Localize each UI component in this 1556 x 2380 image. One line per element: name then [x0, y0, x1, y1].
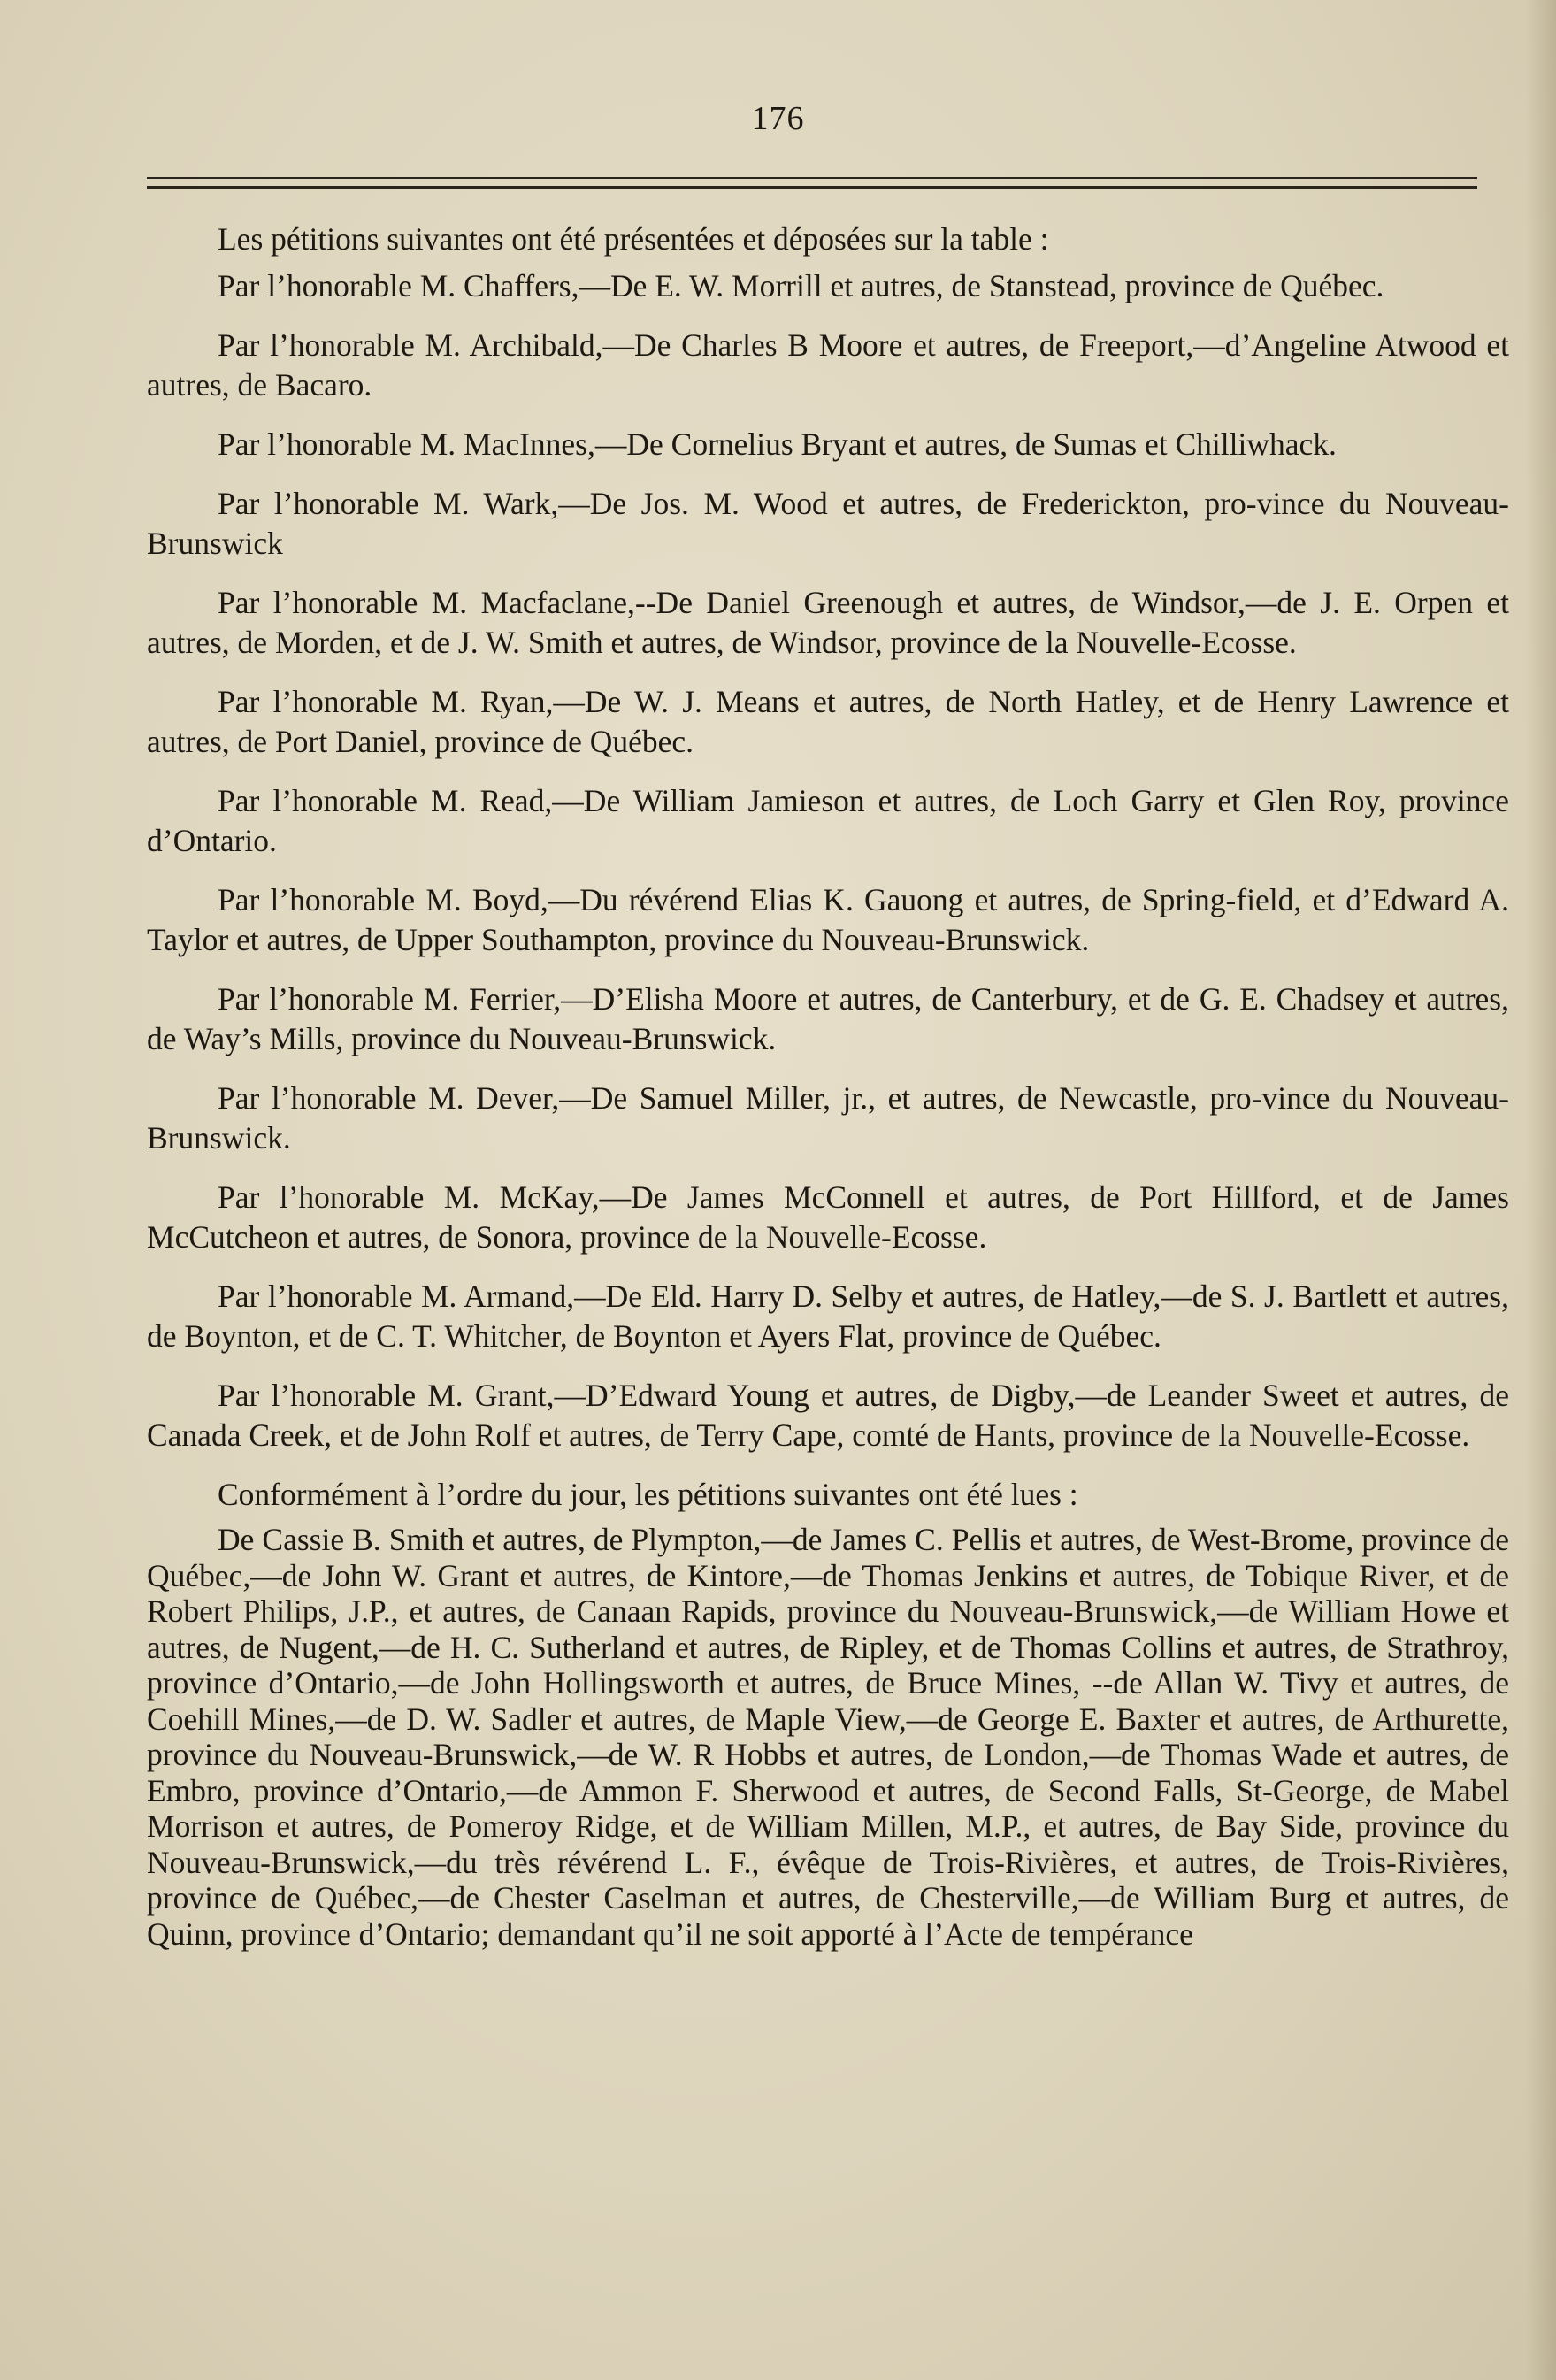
- header-rule-thin: [147, 177, 1477, 179]
- order-of-day-paragraph: Conformément à l’ordre du jour, les pétitions suivantes ont été lues :: [218, 1477, 1078, 1512]
- petition-paragraph: Par l’honorable M. Armand,—De Eld. Harry D. Selby et autres, de Hatley,—de S. J. Bartlett et autres, de Boynton, et de C. T. Whitcher, de Boynton et Ayers Flat, province de Québec.: [147, 1278, 1509, 1354]
- petition-paragraph: Par l’honorable M. Read,—De William Jamieson et autres, de Loch Garry et Glen Roy, province d’Ontario.: [147, 783, 1509, 858]
- petition-paragraph: Par l’honorable M. McKay,—De James McConnell et autres, de Port Hillford, et de James McCutcheon et autres, de Sonora, province de la Nouvelle-Ecosse.: [147, 1179, 1509, 1255]
- petition-paragraph: Par l’honorable M. Macfaclane,--De Daniel Greenough et autres, de Windsor,—de J. E. Orpen et autres, de Morden, et de J. W. Smith et autres, de Windsor, province de la Nouvelle-Ecosse.: [147, 585, 1509, 660]
- petition-paragraph: Par l’honorable M. Wark,—De Jos. M. Wood et autres, de Frederickton, pro-vince du Nouveau-Brunswick: [147, 486, 1509, 561]
- petition-paragraph: Par l’honorable M. MacInnes,—De Cornelius Bryant et autres, de Sumas et Chilliwhack.: [218, 426, 1337, 462]
- intro-paragraph: Les pétitions suivantes ont été présentées et déposées sur la table :: [218, 221, 1049, 257]
- petition-paragraph: Par l’honorable M. Dever,—De Samuel Miller, jr., et autres, de Newcastle, pro-vince du Nouveau-Brunswick.: [147, 1080, 1509, 1155]
- petition-paragraph: Par l’honorable M. Grant,—D’Edward Young et autres, de Digby,—de Leander Sweet et autres, de Canada Creek, et de John Rolf et autres, de Terry Cape, comté de Hants, province de la Nouvelle-Ecosse.: [147, 1378, 1509, 1453]
- petition-paragraph: Par l’honorable M. Ryan,—De W. J. Means et autres, de North Hatley, et de Henry Lawrence et autres, de Port Daniel, province de Québec.: [147, 684, 1509, 759]
- petition-paragraph: Par l’honorable M. Chaffers,—De E. W. Morrill et autres, de Stanstead, province de Québec.: [218, 268, 1384, 303]
- petition-paragraph: Par l’honorable M. Ferrier,—D’Elisha Moore et autres, de Canterbury, et de G. E. Chadsey et autres, de Way’s Mills, province du Nouveau-Brunswick.: [147, 981, 1509, 1056]
- header-rule-thick: [147, 186, 1477, 189]
- read-petitions-paragraph: De Cassie B. Smith et autres, de Plympton,—de James C. Pellis et autres, de West-Brome, province de Québec,—de John W. Grant et autres, de Kintore,—de Thomas Jenkins et autres, de Tobique River, et de Robert Philips, J.P., et autres, de Canaan Rapids, province du Nouveau-Brunswick,—de William Howe et autres, de Nugent,—de H. C. Sutherland et autres, de Ripley, et de Thomas Collins et autres, de Strathroy, province d’Ontario,—de John Hollingsworth et autres, de Bruce Mines, --de Allan W. Tivy et autres, de Coehill Mines,—de D. W. Sadler et autres, de Maple View,—de George E. Baxter et autres, de Arthurette, province du Nouveau-Brunswick,—de W. R Hobbs et autres, de London,—de Thomas Wade et autres, de Embro, province d’Ontario,—de Ammon F. Sherwood et autres, de Second Falls, St-George, de Mabel Morrison et autres, de Pomeroy Ridge, et de William Millen, M.P., et autres, de Bay Side, province du Nouveau-Brunswick,—du très révérend L. F., évêque de Trois-Rivières, et autres, de Trois-Rivières, province de Québec,—de Chester Caselman et autres, de Chesterville,—de William Burg et autres, de Quinn, province d’Ontario; demandant qu’il ne soit apporté à l’Acte de tempérance: [147, 1522, 1509, 1952]
- page-edge-shadow: [1526, 0, 1556, 2380]
- petition-paragraph: Par l’honorable M. Archibald,—De Charles B Moore et autres, de Freeport,—d’Angeline Atwood et autres, de Bacaro.: [147, 327, 1509, 403]
- page-number: 176: [751, 100, 805, 137]
- petition-paragraph: Par l’honorable M. Boyd,—Du révérend Elias K. Gauong et autres, de Spring-field, et d’Edward A. Taylor et autres, de Upper Southampton, province du Nouveau-Brunswick.: [147, 882, 1509, 957]
- document-body: [147, 219, 1509, 1952]
